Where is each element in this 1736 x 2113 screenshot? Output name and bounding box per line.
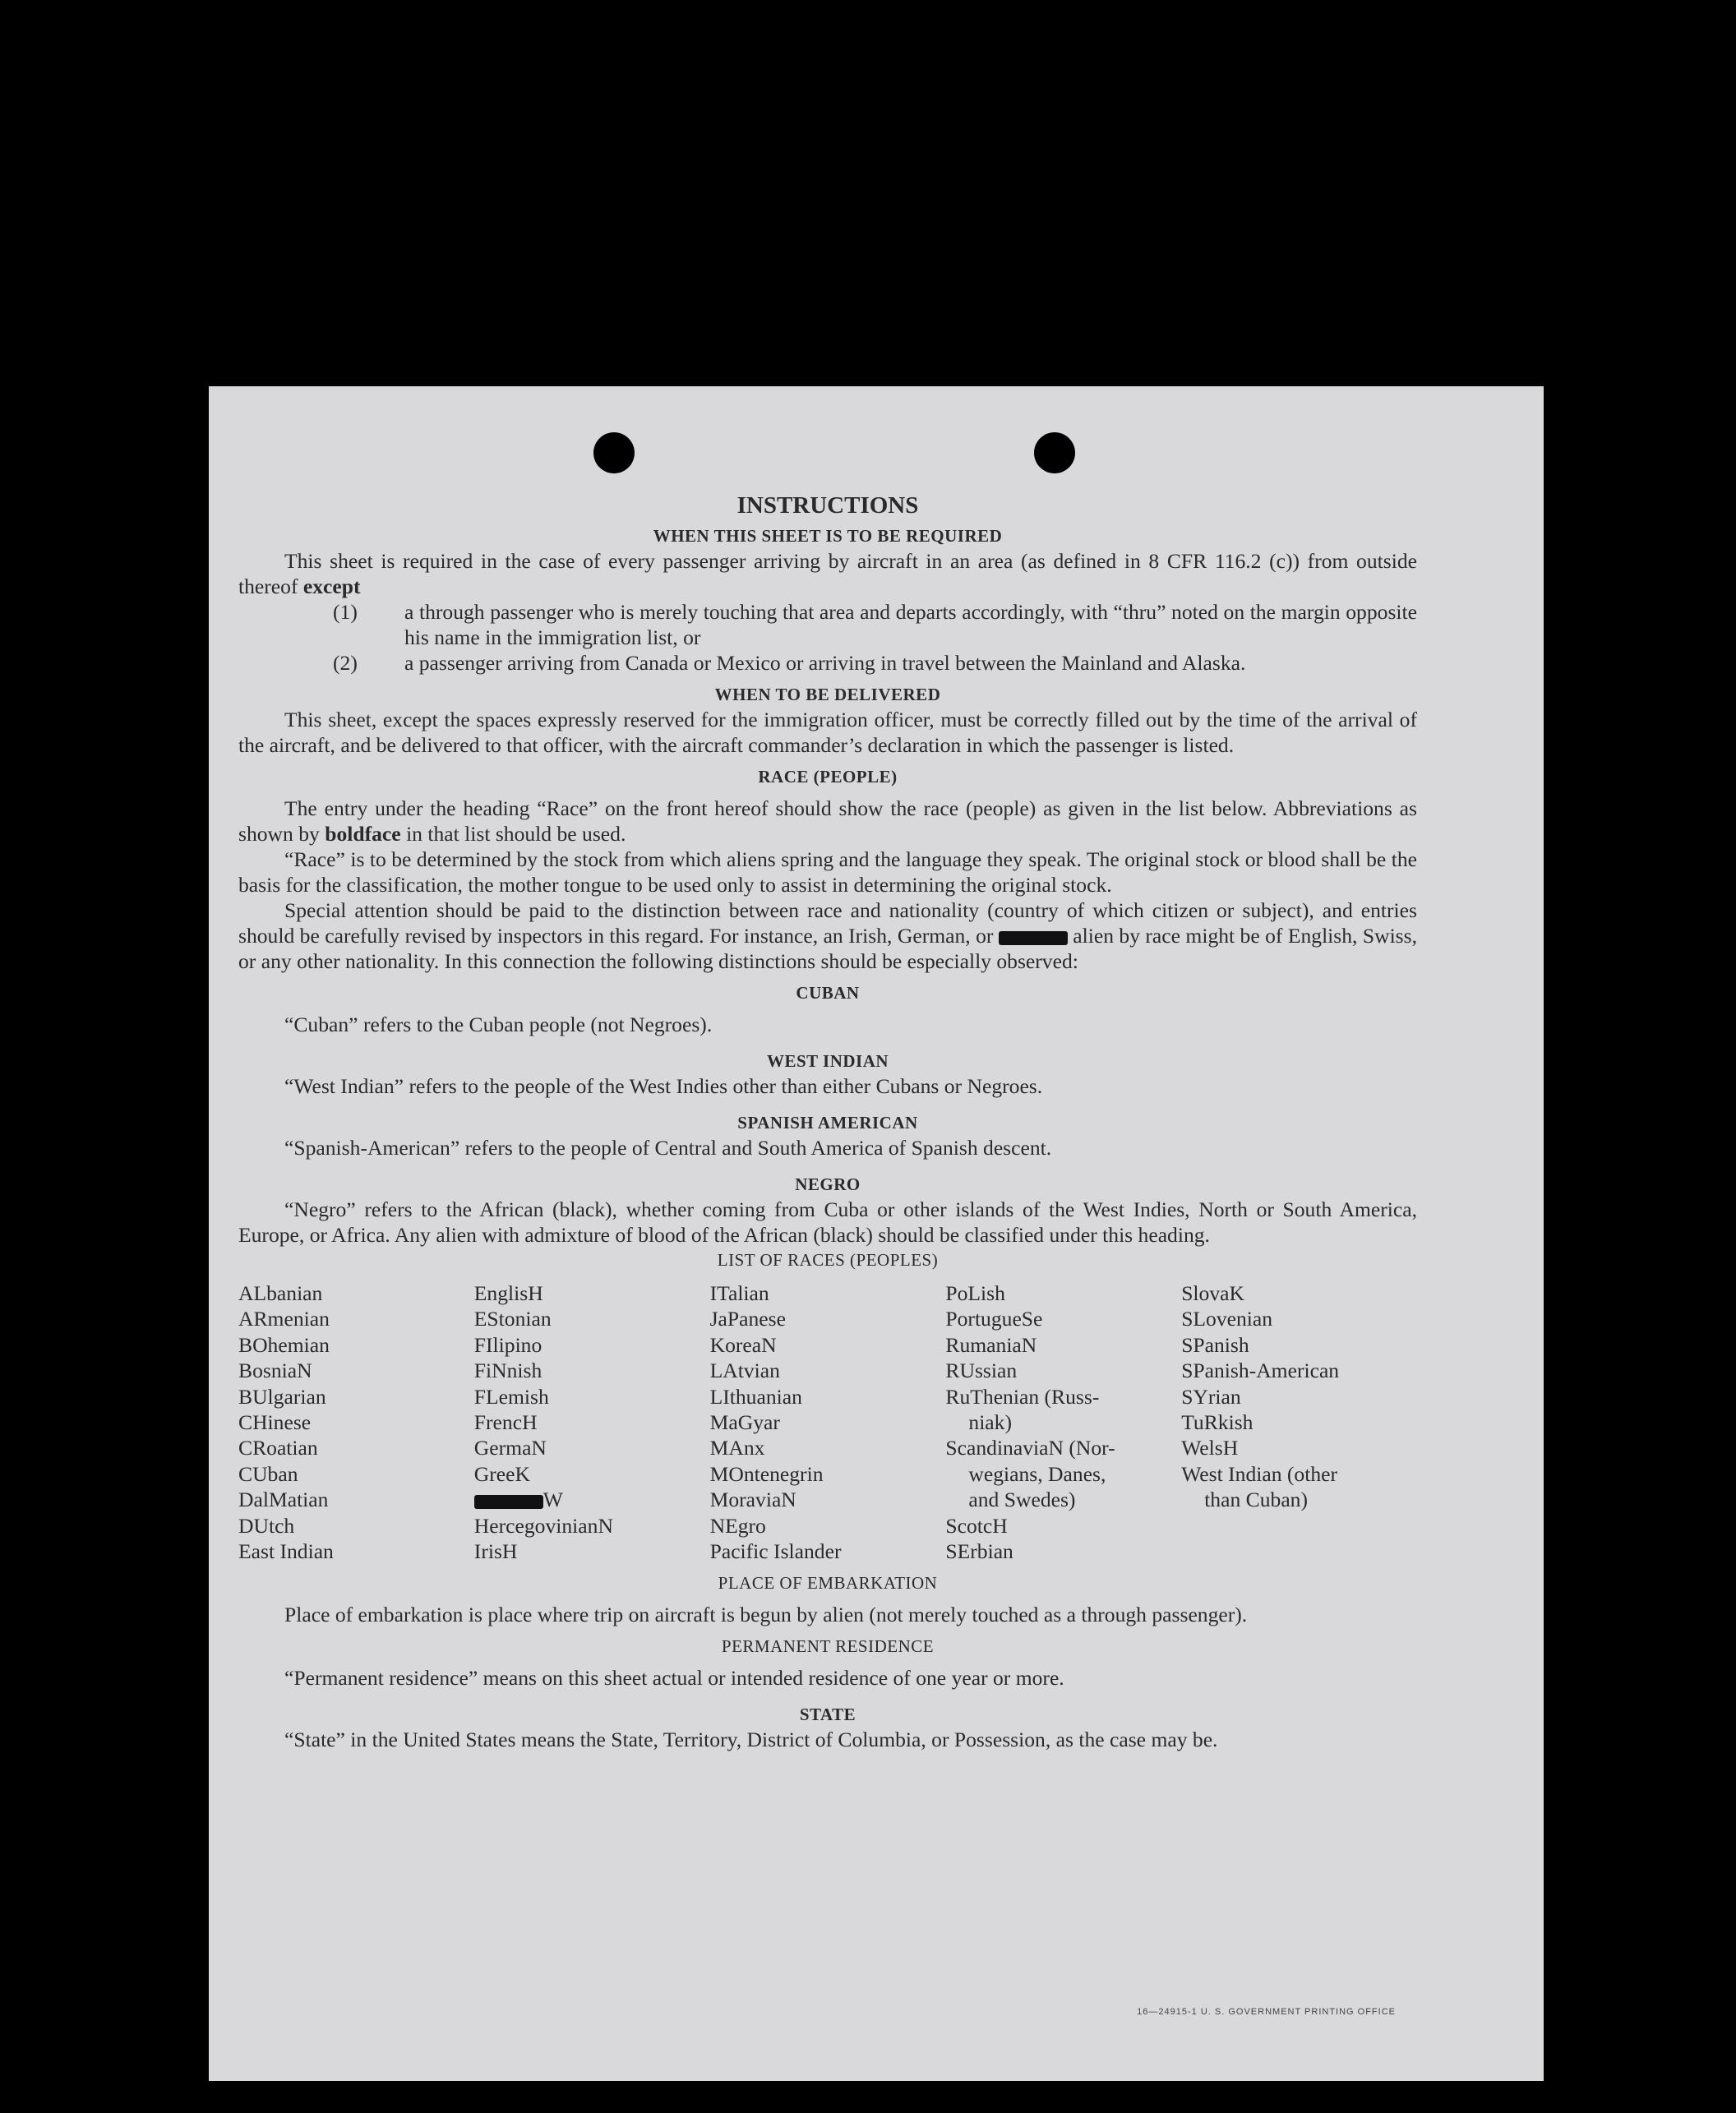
race-entry: CUban [238, 1461, 298, 1486]
race-paragraph-3: Special attention should be paid to the distinction between race and nationality (country of which citizen or subject), and entries should be carefully revised by inspectors in this regard. For instance, an Irish, German, or alien by race might be of English, Swiss, or any other nationality. In this connection the following distinctions should be especially observed: [238, 898, 1418, 973]
document-page [209, 386, 1544, 2081]
races-column-4 [945, 1280, 1181, 1564]
race-entry: RumaniaN [945, 1332, 1037, 1357]
race-entry: PoLish [945, 1281, 1005, 1305]
race-entry: Pacific Islander [709, 1539, 842, 1564]
race-entry: IrisH [473, 1539, 518, 1564]
race-entry: DalMatian [238, 1488, 329, 1512]
heading-state: STATE [799, 1705, 856, 1725]
race-paragraph-2: “Race” is to be determined by the stock from which aliens spring and the language they speak. The original stock or blood shall be the basis for the classification, the mother tongue to be used only to assist in determining the original stock. [238, 847, 1417, 897]
race-entry-continued: wegians, Danes, [968, 1461, 1106, 1486]
race-entry: FrencH [473, 1410, 538, 1435]
heading-when-delivered: WHEN TO BE DELIVERED [714, 685, 941, 704]
race-paragraph-1: The entry under the heading “Race” on the front hereof should show the race (people) as given in the list below. Abbreviations as shown by boldface in that list should be used. [238, 796, 1417, 846]
race-entry: RUssian [945, 1359, 1018, 1383]
redaction-mark [999, 931, 1068, 945]
race-entry: SLovenian [1181, 1307, 1273, 1331]
race-entry: SPanish-American [1181, 1359, 1340, 1383]
race-entry: East Indian [238, 1539, 334, 1564]
race-entry: TuRkish [1181, 1410, 1254, 1435]
race-entry: ScotcH [945, 1513, 1008, 1538]
exception-item-1: (1) a through passenger who is merely touching that area and departs accordingly, with “thru” noted on the margin opposite his name in the immigration list, or [333, 600, 1417, 649]
race-entry: SlovaK [1181, 1281, 1244, 1305]
race-entry: CHinese [238, 1410, 312, 1435]
punch-hole-left [593, 432, 635, 473]
residence-text: “Permanent residence” means on this sheet actual or intended residence of one year or more. [284, 1666, 1064, 1691]
race-entry: KoreaN [709, 1332, 777, 1357]
negro-text: “Negro” refers to the African (black), whether coming from Cuba or other islands of the West Indies, North or South America, Europe, or Africa. Any alien with admixture of blood of the African (black) should be classified under this heading. [238, 1197, 1417, 1247]
spanish-american-text: “Spanish-American” refers to the people of Central and South America of Spanish descent. [284, 1136, 1052, 1160]
race-entry: ALbanian [238, 1281, 323, 1305]
race-entry: BosniaN [238, 1359, 312, 1383]
race-entry-redacted: W [474, 1487, 710, 1512]
race-entry-continued: and Swedes) [968, 1488, 1076, 1512]
heading-when-required: WHEN THIS SHEET IS TO BE REQUIRED [653, 526, 1003, 546]
heading-residence: PERMANENT RESIDENCE [721, 1636, 935, 1657]
race-entry: West Indian (other [1181, 1461, 1338, 1486]
race-entry: SErbian [945, 1539, 1013, 1564]
heading-embarkation: PLACE OF EMBARKATION [718, 1573, 938, 1594]
race-entry: MoraviaN [709, 1488, 796, 1512]
race-entry: SYrian [1181, 1384, 1241, 1409]
race-entry: BUlgarian [238, 1384, 326, 1409]
race-entry: EnglisH [473, 1281, 543, 1305]
embarkation-text: Place of embarkation is place where trip on aircraft is begun by alien (not merely touched as a through passenger). [284, 1603, 1248, 1627]
race-entry: ITalian [709, 1281, 769, 1305]
race-entry-continued: niak) [968, 1410, 1012, 1435]
punch-hole-right [1034, 432, 1075, 473]
race-entry: RuThenian (Russ- [945, 1384, 1100, 1409]
heading-cuban: CUBAN [796, 983, 860, 1003]
race-entry: JaPanese [709, 1307, 786, 1331]
race-entry: CRoatian [238, 1436, 318, 1460]
race-entry: EStonian [473, 1307, 552, 1331]
instructions-content [238, 493, 1417, 1752]
heading-west-indian: WEST INDIAN [766, 1051, 889, 1071]
races-column-3 [710, 1280, 946, 1564]
heading-list-of-races: LIST OF RACES (PEOPLES) [717, 1250, 939, 1270]
race-entry: HercegovinianN [473, 1513, 613, 1538]
race-entry: ARmenian [238, 1307, 330, 1331]
races-column-2 [474, 1280, 710, 1564]
race-entry: LAtvian [709, 1359, 780, 1383]
race-entry-continued: than Cuban) [1204, 1488, 1308, 1512]
race-entry: FiNnish [473, 1359, 542, 1383]
race-entry: SPanish [1181, 1332, 1249, 1357]
race-entry: ScandinaviaN (Nor- [945, 1436, 1115, 1460]
race-entry: PortugueSe [945, 1307, 1043, 1331]
race-entry: NEgro [709, 1513, 766, 1538]
west-indian-text: “West Indian” refers to the people of the West Indies other than either Cubans or Negroes. [284, 1074, 1043, 1098]
race-entry: MAnx [709, 1436, 765, 1460]
exception-item-2: (2) a passenger arriving from Canada or Mexico or arriving in travel between the Mainland and Alaska. [333, 651, 1246, 675]
races-column-1 [238, 1280, 474, 1564]
race-entry: DUtch [238, 1513, 295, 1538]
heading-negro: NEGRO [795, 1174, 861, 1194]
race-entry: WelsH [1181, 1436, 1239, 1460]
when-delivered-text: This sheet, except the spaces expressly reserved for the immigration officer, must be correctly filled out by the time of the arrival of the aircraft, and be delivered to that officer, with the aircraft commander’s declaration in which the passenger is listed. [238, 708, 1417, 757]
race-entry: MOntenegrin [709, 1461, 824, 1486]
state-text: “State” in the United States means the State, Territory, District of Columbia, or Possession, as the case may be. [284, 1728, 1218, 1752]
races-list [238, 1280, 1417, 1564]
page-title: INSTRUCTIONS [736, 492, 919, 519]
when-required-text: This sheet is required in the case of every passenger arriving by aircraft in an area (as defined in 8 CFR 116.2 (c)) from outside thereof except [238, 549, 1417, 598]
printer-footer: 16—24915-1 U. S. GOVERNMENT PRINTING OFFICE [1137, 2007, 1396, 2017]
race-entry: LIthuanian [709, 1384, 802, 1409]
race-entry: GermaN [473, 1436, 547, 1460]
race-entry: MaGyar [709, 1410, 780, 1435]
race-entry: GreeK [473, 1461, 531, 1486]
redaction-mark [474, 1495, 543, 1509]
races-column-5 [1181, 1280, 1417, 1564]
heading-spanish-american: SPANISH AMERICAN [737, 1113, 918, 1133]
race-entry: FLemish [473, 1384, 549, 1409]
heading-race: RACE (PEOPLE) [758, 767, 898, 787]
race-entry: BOhemian [238, 1332, 330, 1357]
race-entry: FIlipino [473, 1332, 542, 1357]
cuban-text: “Cuban” refers to the Cuban people (not Negroes). [284, 1013, 713, 1036]
